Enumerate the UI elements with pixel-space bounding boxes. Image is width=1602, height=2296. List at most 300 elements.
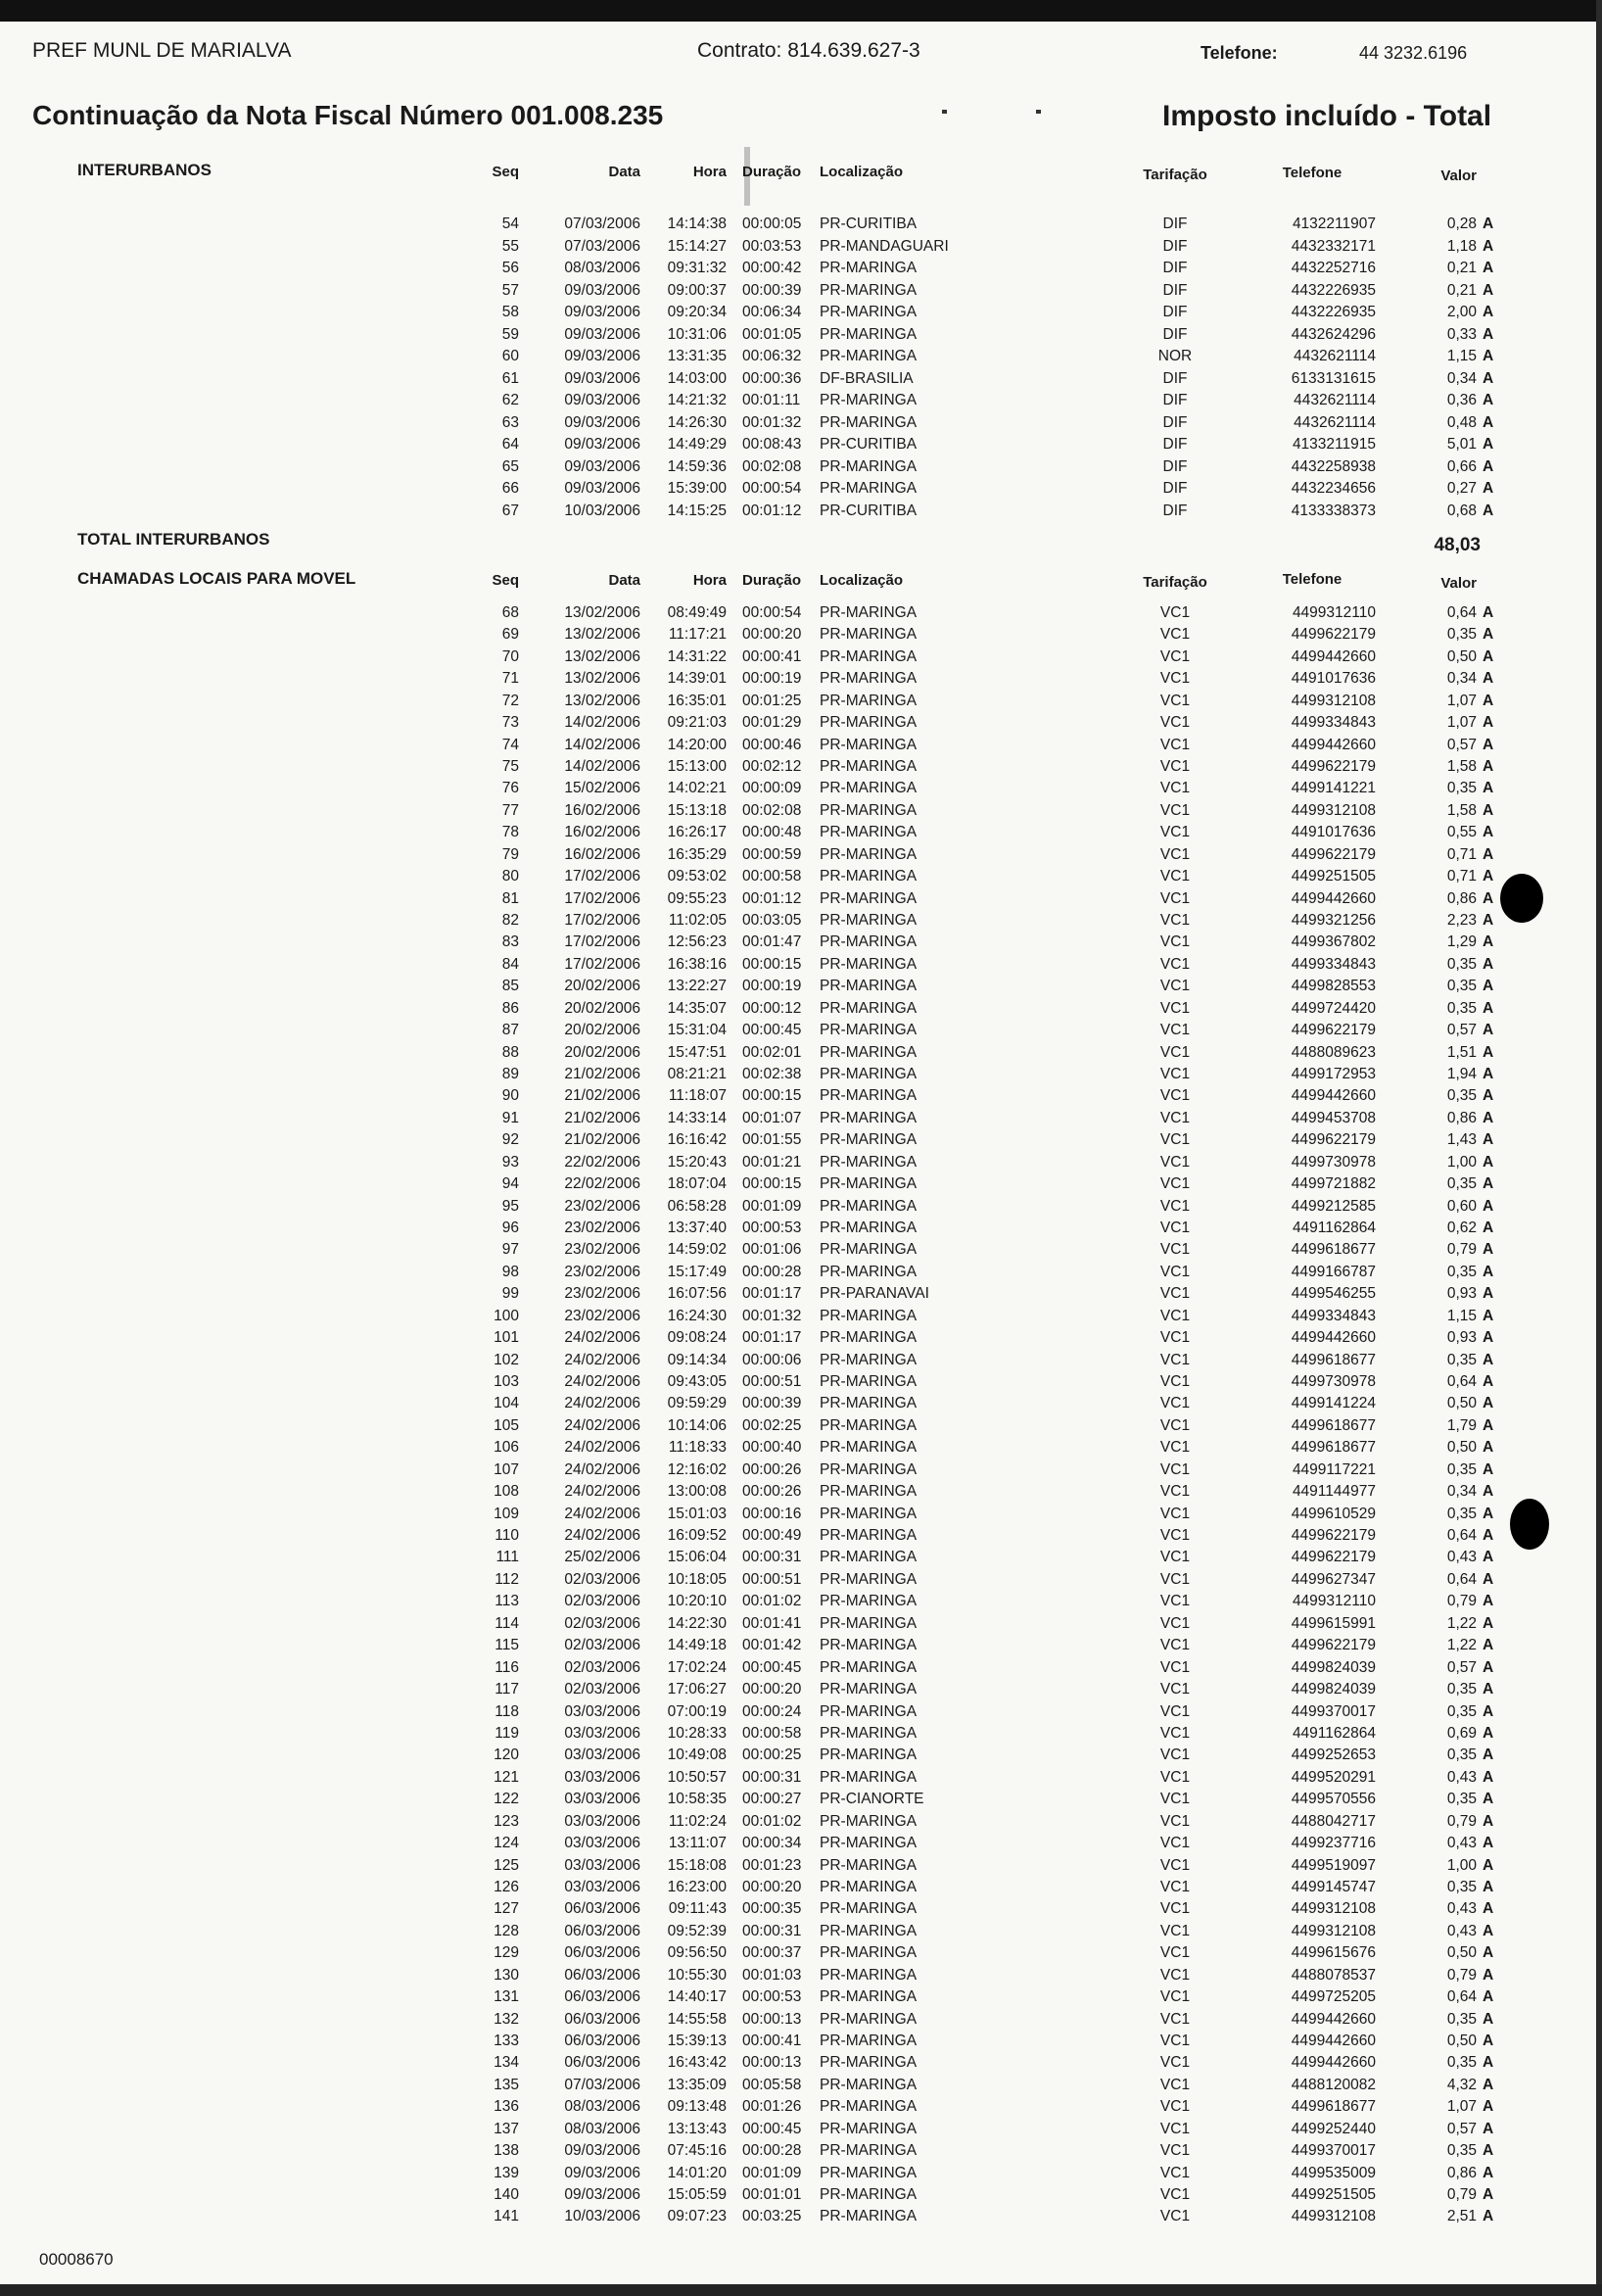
- cell-valor: 0,36: [1446, 392, 1477, 408]
- cell-seq: 86: [501, 999, 519, 1017]
- cell-duracao: 00:00:19: [742, 670, 802, 688]
- cell-telefone: 4499618677: [1291, 1439, 1376, 1457]
- cell-localizacao: PR-MARINGA: [820, 1197, 918, 1215]
- cell-valor: 0,86: [1446, 2164, 1477, 2181]
- cell-seq: 124: [494, 1835, 519, 1852]
- cell-flag: A: [1483, 2142, 1494, 2160]
- cell-data: 02/03/2006: [564, 1658, 640, 1676]
- cell-seq: 87: [501, 1022, 519, 1039]
- cell-telefone: 4432624296: [1291, 325, 1376, 343]
- cell-seq: 116: [495, 1658, 519, 1676]
- cell-telefone: 4499618677: [1291, 1351, 1376, 1368]
- cell-hora: 15:39:13: [667, 2032, 727, 2049]
- cell-valor: 0,50: [1446, 647, 1477, 665]
- cell-seq: 97: [501, 1241, 519, 1259]
- cell-localizacao: PR-MARINGA: [820, 845, 918, 863]
- cell-valor: 1,51: [1446, 1043, 1477, 1061]
- cell-tarifacao: VC1: [1159, 2054, 1191, 2072]
- cell-tarifacao: DIF: [1162, 369, 1188, 387]
- cell-duracao: 00:01:07: [742, 1109, 802, 1126]
- cell-seq: 125: [494, 1856, 519, 1874]
- cell-valor: 0,21: [1446, 281, 1477, 299]
- cell-telefone: 4499622179: [1291, 845, 1376, 863]
- cell-valor: 1,94: [1446, 1066, 1477, 1083]
- cell-seq: 96: [501, 1220, 519, 1237]
- cell-hora: 18:07:04: [667, 1175, 727, 1193]
- cell-tarifacao: VC1: [1159, 955, 1191, 973]
- cell-seq: 66: [501, 480, 519, 497]
- cell-localizacao: PR-MARINGA: [820, 1175, 918, 1193]
- cell-duracao: 00:00:24: [742, 1702, 802, 1720]
- cell-flag: A: [1483, 1241, 1494, 1259]
- cell-data: 07/03/2006: [564, 215, 640, 232]
- cell-valor: 0,35: [1446, 1505, 1477, 1522]
- cell-flag: A: [1483, 1373, 1494, 1391]
- table-row: [0, 2011, 1602, 2033]
- cell-duracao: 00:01:29: [742, 714, 802, 732]
- cell-data: 09/03/2006: [564, 348, 640, 364]
- table-row: [0, 1746, 1602, 1768]
- cell-duracao: 00:01:12: [742, 502, 802, 519]
- cell-telefone: 4499610529: [1291, 1505, 1376, 1522]
- cell-tarifacao: VC1: [1159, 801, 1191, 819]
- cell-localizacao: PR-MARINGA: [820, 2208, 918, 2225]
- cell-tarifacao: DIF: [1162, 392, 1188, 408]
- cell-valor: 0,68: [1446, 502, 1477, 519]
- cell-flag: A: [1483, 758, 1494, 775]
- cell-seq: 137: [494, 2120, 519, 2137]
- cell-duracao: 00:00:45: [742, 1658, 802, 1676]
- cell-telefone: 4432226935: [1291, 281, 1376, 299]
- cell-valor: 0,35: [1446, 1087, 1477, 1105]
- table-row: [0, 2098, 1602, 2120]
- cell-data: 03/03/2006: [564, 1835, 640, 1852]
- cell-tarifacao: VC1: [1159, 1768, 1191, 1786]
- cell-localizacao: PR-MARINGA: [820, 933, 918, 951]
- cell-tarifacao: VC1: [1159, 1878, 1191, 1895]
- cell-seq: 54: [501, 215, 519, 232]
- cell-data: 17/02/2006: [564, 955, 640, 973]
- cell-seq: 64: [501, 436, 519, 453]
- cell-hora: 10:55:30: [667, 1966, 727, 1984]
- cell-tarifacao: DIF: [1162, 260, 1188, 276]
- cell-hora: 15:01:03: [667, 1505, 727, 1522]
- cell-tarifacao: VC1: [1159, 868, 1191, 885]
- table-row: [0, 502, 1602, 524]
- cell-tarifacao: VC1: [1159, 1043, 1191, 1061]
- cell-data: 24/02/2006: [564, 1416, 640, 1434]
- cell-duracao: 00:01:06: [742, 1241, 802, 1259]
- cell-tarifacao: VC1: [1159, 1614, 1191, 1632]
- cell-tarifacao: VC1: [1159, 999, 1191, 1017]
- scan-speck: [942, 110, 947, 114]
- cell-data: 13/02/2006: [564, 670, 640, 688]
- cell-seq: 131: [494, 1988, 519, 2006]
- cell-localizacao: PR-CURITIBA: [820, 215, 918, 232]
- cell-seq: 93: [501, 1153, 519, 1171]
- cell-hora: 09:56:50: [667, 1944, 727, 1962]
- cell-valor: 0,57: [1446, 736, 1477, 753]
- cell-tarifacao: VC1: [1159, 1900, 1191, 1918]
- cell-telefone: 4499251505: [1291, 868, 1376, 885]
- cell-localizacao: PR-MARINGA: [820, 1373, 918, 1391]
- cell-telefone: 4499252653: [1291, 1746, 1376, 1764]
- cell-duracao: 00:01:02: [742, 1593, 802, 1610]
- table-row: [0, 1329, 1602, 1351]
- table-row: [0, 2186, 1602, 2208]
- cell-tarifacao: VC1: [1159, 1658, 1191, 1676]
- cell-telefone: 4499442660: [1291, 1329, 1376, 1347]
- cell-localizacao: PR-CIANORTE: [820, 1791, 924, 1808]
- cell-telefone: 4499312108: [1291, 801, 1376, 819]
- cell-flag: A: [1483, 413, 1494, 431]
- table-row: [0, 1308, 1602, 1329]
- cell-flag: A: [1483, 1263, 1494, 1280]
- table-row: [0, 1044, 1602, 1066]
- cell-data: 24/02/2006: [564, 1329, 640, 1347]
- cell-localizacao: PR-MARINGA: [820, 1637, 918, 1654]
- cell-valor: 0,64: [1446, 1527, 1477, 1545]
- cell-hora: 09:13:48: [667, 2098, 727, 2116]
- cell-telefone: 4432258938: [1291, 457, 1376, 475]
- table-row: [0, 1967, 1602, 1988]
- cell-flag: A: [1483, 281, 1494, 299]
- cell-localizacao: PR-MARINGA: [820, 1988, 918, 2006]
- table-row: [0, 326, 1602, 348]
- cell-telefone: 4432332171: [1291, 237, 1376, 255]
- table-row: [0, 480, 1602, 502]
- cell-telefone: 4499824039: [1291, 1681, 1376, 1698]
- cell-hora: 17:02:24: [667, 1658, 727, 1676]
- cell-seq: 89: [501, 1066, 519, 1083]
- cell-tarifacao: VC1: [1159, 2142, 1191, 2160]
- table-row: [0, 1461, 1602, 1483]
- invoice-title: Continuação da Nota Fiscal Número 001.008.235: [32, 100, 664, 130]
- cell-duracao: 00:00:12: [742, 999, 802, 1017]
- cell-data: 24/02/2006: [564, 1483, 640, 1501]
- cell-tarifacao: VC1: [1159, 2010, 1191, 2028]
- table-row: [0, 758, 1602, 780]
- section-label-interurbanos: INTERURBANOS: [77, 161, 212, 179]
- cell-tarifacao: VC1: [1159, 1702, 1191, 1720]
- table-row: [0, 1087, 1602, 1109]
- cell-seq: 120: [494, 1746, 519, 1764]
- cell-localizacao: PR-MARINGA: [820, 1439, 918, 1457]
- cell-duracao: 00:02:08: [742, 801, 802, 819]
- cell-telefone: 4499570556: [1291, 1791, 1376, 1808]
- cell-flag: A: [1483, 436, 1494, 453]
- cell-tarifacao: VC1: [1159, 1175, 1191, 1193]
- table-row: [0, 1131, 1602, 1153]
- cell-flag: A: [1483, 1220, 1494, 1237]
- table-row: [0, 1900, 1602, 1922]
- cell-data: 13/02/2006: [564, 647, 640, 665]
- scan-top-border: [0, 0, 1602, 22]
- cell-seq: 126: [494, 1878, 519, 1895]
- cell-telefone: 4499312108: [1291, 692, 1376, 709]
- cell-tarifacao: VC1: [1159, 714, 1191, 732]
- cell-data: 02/03/2006: [564, 1681, 640, 1698]
- cell-hora: 08:21:21: [667, 1066, 727, 1083]
- cell-localizacao: PR-MARINGA: [820, 626, 918, 644]
- cell-localizacao: PR-MARINGA: [820, 1570, 918, 1588]
- cell-valor: 0,35: [1446, 2142, 1477, 2160]
- cell-seq: 102: [494, 1351, 519, 1368]
- cell-flag: A: [1483, 1637, 1494, 1654]
- cell-flag: A: [1483, 260, 1494, 276]
- cell-flag: A: [1483, 1066, 1494, 1083]
- cell-flag: A: [1483, 868, 1494, 885]
- table-row: [0, 956, 1602, 978]
- cell-duracao: 00:02:08: [742, 457, 802, 475]
- cell-duracao: 00:01:25: [742, 692, 802, 709]
- cell-duracao: 00:00:26: [742, 1483, 802, 1501]
- cell-telefone: 4499627347: [1291, 1570, 1376, 1588]
- table-row: [0, 238, 1602, 260]
- cell-localizacao: PR-MARINGA: [820, 413, 918, 431]
- table-row: [0, 1506, 1602, 1527]
- cell-hora: 16:23:00: [667, 1878, 727, 1895]
- cell-localizacao: PR-PARANAVAI: [820, 1285, 929, 1303]
- cell-flag: A: [1483, 1900, 1494, 1918]
- cell-hora: 15:20:43: [667, 1153, 727, 1171]
- cell-hora: 14:40:17: [667, 1988, 727, 2006]
- cell-seq: 138: [494, 2142, 519, 2160]
- cell-duracao: 00:00:42: [742, 260, 802, 276]
- cell-telefone: 4499824039: [1291, 1658, 1376, 1676]
- cell-data: 09/03/2006: [564, 2164, 640, 2181]
- cell-valor: 0,71: [1446, 868, 1477, 885]
- cell-hora: 14:33:14: [667, 1109, 727, 1126]
- table-row: [0, 1198, 1602, 1220]
- cell-telefone: 4488089623: [1291, 1043, 1376, 1061]
- cell-data: 09/03/2006: [564, 436, 640, 453]
- cell-hora: 09:55:23: [667, 889, 727, 907]
- cell-localizacao: PR-MARINGA: [820, 2120, 918, 2137]
- cell-duracao: 00:01:09: [742, 2164, 802, 2181]
- cell-localizacao: PR-MARINGA: [820, 325, 918, 343]
- cell-data: 13/02/2006: [564, 626, 640, 644]
- cell-duracao: 00:00:39: [742, 1395, 802, 1412]
- cell-tarifacao: VC1: [1159, 2076, 1191, 2093]
- table-row: [0, 714, 1602, 736]
- cell-valor: 0,35: [1446, 999, 1477, 1017]
- cell-seq: 109: [494, 1505, 519, 1522]
- table-row: [0, 626, 1602, 647]
- cell-localizacao: PR-MARINGA: [820, 1307, 918, 1324]
- cell-hora: 09:52:39: [667, 1922, 727, 1939]
- cell-duracao: 00:01:26: [742, 2098, 802, 2116]
- table-row: [0, 260, 1602, 281]
- cell-duracao: 00:00:46: [742, 736, 802, 753]
- cell-valor: 0,21: [1446, 260, 1477, 276]
- cell-telefone: 4499117221: [1292, 1460, 1376, 1478]
- cell-duracao: 00:01:42: [742, 1637, 802, 1654]
- cell-valor: 0,35: [1446, 955, 1477, 973]
- cell-duracao: 00:00:41: [742, 647, 802, 665]
- cell-localizacao: PR-MARINGA: [820, 1416, 918, 1434]
- cell-data: 16/02/2006: [564, 824, 640, 841]
- cell-flag: A: [1483, 955, 1494, 973]
- cell-seq: 127: [494, 1900, 519, 1918]
- cell-tarifacao: VC1: [1159, 692, 1191, 709]
- cell-telefone: 4499145747: [1291, 1878, 1376, 1895]
- cell-tarifacao: DIF: [1162, 304, 1188, 320]
- cell-flag: A: [1483, 999, 1494, 1017]
- table-row: [0, 2165, 1602, 2186]
- cell-duracao: 00:00:28: [742, 1263, 802, 1280]
- cell-seq: 84: [501, 955, 519, 973]
- cell-seq: 80: [501, 868, 519, 885]
- cell-data: 09/03/2006: [564, 369, 640, 387]
- cell-duracao: 00:00:31: [742, 1768, 802, 1786]
- cell-hora: 14:39:01: [667, 670, 727, 688]
- cell-tarifacao: VC1: [1159, 889, 1191, 907]
- cell-tarifacao: VC1: [1159, 1066, 1191, 1083]
- cell-tarifacao: DIF: [1162, 237, 1188, 255]
- cell-localizacao: PR-MANDAGUARI: [820, 237, 949, 255]
- cell-duracao: 00:01:17: [742, 1285, 802, 1303]
- cell-tarifacao: DIF: [1162, 325, 1188, 343]
- cell-tarifacao: VC1: [1159, 1505, 1191, 1522]
- cell-data: 25/02/2006: [564, 1549, 640, 1566]
- cell-telefone: 4499442660: [1291, 889, 1376, 907]
- cell-telefone: 4499442660: [1291, 2010, 1376, 2028]
- table-row: [0, 1549, 1602, 1570]
- cell-valor: 0,35: [1446, 1460, 1477, 1478]
- cell-data: 23/02/2006: [564, 1220, 640, 1237]
- cell-localizacao: PR-MARINGA: [820, 2185, 918, 2203]
- cell-valor: 0,79: [1446, 2185, 1477, 2203]
- cell-seq: 108: [494, 1483, 519, 1501]
- cell-localizacao: PR-MARINGA: [820, 1220, 918, 1237]
- cell-tarifacao: DIF: [1162, 413, 1188, 431]
- cell-hora: 14:59:02: [667, 1241, 727, 1259]
- cell-hora: 10:49:08: [667, 1746, 727, 1764]
- cell-localizacao: PR-MARINGA: [820, 1835, 918, 1852]
- cell-telefone: 4432621114: [1294, 348, 1376, 364]
- cell-duracao: 00:02:25: [742, 1416, 802, 1434]
- cell-localizacao: PR-MARINGA: [820, 1812, 918, 1830]
- table-row: [0, 1725, 1602, 1746]
- cell-data: 07/03/2006: [564, 2076, 640, 2093]
- cell-flag: A: [1483, 2010, 1494, 2028]
- cell-tarifacao: DIF: [1162, 281, 1188, 299]
- cell-localizacao: PR-MARINGA: [820, 2076, 918, 2093]
- cell-tarifacao: VC1: [1159, 1724, 1191, 1742]
- cell-seq: 57: [501, 281, 519, 299]
- cell-valor: 1,15: [1446, 1307, 1477, 1324]
- cell-seq: 122: [494, 1791, 519, 1808]
- cell-seq: 113: [495, 1593, 519, 1610]
- cell-data: 21/02/2006: [564, 1131, 640, 1149]
- col-header-data: Data: [608, 572, 640, 589]
- cell-valor: 0,34: [1446, 1483, 1477, 1501]
- cell-duracao: 00:01:32: [742, 1307, 802, 1324]
- cell-localizacao: PR-MARINGA: [820, 824, 918, 841]
- cell-tarifacao: NOR: [1157, 348, 1193, 364]
- cell-valor: 0,79: [1446, 1241, 1477, 1259]
- cell-hora: 10:31:06: [667, 325, 727, 343]
- cell-seq: 83: [501, 933, 519, 951]
- cell-flag: A: [1483, 1285, 1494, 1303]
- cell-tarifacao: DIF: [1162, 436, 1188, 453]
- cell-duracao: 00:02:01: [742, 1043, 802, 1061]
- cell-tarifacao: VC1: [1159, 1856, 1191, 1874]
- cell-flag: A: [1483, 237, 1494, 255]
- cell-data: 13/02/2006: [564, 604, 640, 621]
- cell-valor: 5,01: [1446, 436, 1477, 453]
- cell-telefone: 4499615991: [1291, 1614, 1376, 1632]
- cell-localizacao: PR-MARINGA: [820, 1702, 918, 1720]
- cell-duracao: 00:00:27: [742, 1791, 802, 1808]
- cell-flag: A: [1483, 1681, 1494, 1698]
- cell-hora: 14:59:36: [667, 457, 727, 475]
- cell-valor: 0,64: [1446, 1570, 1477, 1588]
- cell-seq: 88: [501, 1043, 519, 1061]
- table-row: [0, 1352, 1602, 1373]
- cell-telefone: 4499618677: [1291, 1241, 1376, 1259]
- table-row: [0, 1791, 1602, 1812]
- cell-data: 03/03/2006: [564, 1878, 640, 1895]
- cell-tarifacao: VC1: [1159, 1791, 1191, 1808]
- cell-flag: A: [1483, 1022, 1494, 1039]
- cell-flag: A: [1483, 714, 1494, 732]
- cell-telefone: 4432226935: [1291, 304, 1376, 320]
- cell-seq: 59: [501, 325, 519, 343]
- cell-valor: 0,50: [1446, 1395, 1477, 1412]
- cell-localizacao: PR-MARINGA: [820, 1395, 918, 1412]
- cell-data: 09/03/2006: [564, 2185, 640, 2203]
- cell-flag: A: [1483, 1658, 1494, 1676]
- cell-seq: 95: [501, 1197, 519, 1215]
- cell-hora: 13:13:43: [667, 2120, 727, 2137]
- cell-tarifacao: VC1: [1159, 1109, 1191, 1126]
- cell-duracao: 00:00:49: [742, 1527, 802, 1545]
- cell-duracao: 00:06:32: [742, 348, 802, 364]
- cell-seq: 107: [494, 1460, 519, 1478]
- cell-localizacao: PR-CURITIBA: [820, 502, 918, 519]
- col-header-duracao: Duração: [742, 164, 802, 180]
- cell-telefone: 4499312108: [1291, 2208, 1376, 2225]
- cell-data: 10/03/2006: [564, 2208, 640, 2225]
- table-row: [0, 304, 1602, 325]
- table-row: [0, 2033, 1602, 2054]
- table-row: [0, 1879, 1602, 1900]
- cell-localizacao: PR-MARINGA: [820, 604, 918, 621]
- cell-telefone: 4133211915: [1292, 436, 1376, 453]
- cell-hora: 09:20:34: [667, 304, 727, 320]
- cell-hora: 16:38:16: [667, 955, 727, 973]
- cell-hora: 15:14:27: [667, 237, 727, 255]
- cell-valor: 0,35: [1446, 1681, 1477, 1698]
- cell-valor: 0,35: [1446, 2010, 1477, 2028]
- cell-hora: 14:35:07: [667, 999, 727, 1017]
- cell-localizacao: PR-MARINGA: [820, 912, 918, 930]
- cell-flag: A: [1483, 1724, 1494, 1742]
- table-row: [0, 670, 1602, 692]
- cell-valor: 0,48: [1446, 413, 1477, 431]
- cell-flag: A: [1483, 1329, 1494, 1347]
- cell-flag: A: [1483, 1416, 1494, 1434]
- table-row: [0, 392, 1602, 413]
- cell-flag: A: [1483, 1988, 1494, 2006]
- cell-tarifacao: VC1: [1159, 1835, 1191, 1852]
- cell-telefone: 4499166787: [1291, 1263, 1376, 1280]
- cell-hora: 15:13:18: [667, 801, 727, 819]
- cell-hora: 15:13:00: [667, 758, 727, 775]
- cell-seq: 77: [501, 801, 519, 819]
